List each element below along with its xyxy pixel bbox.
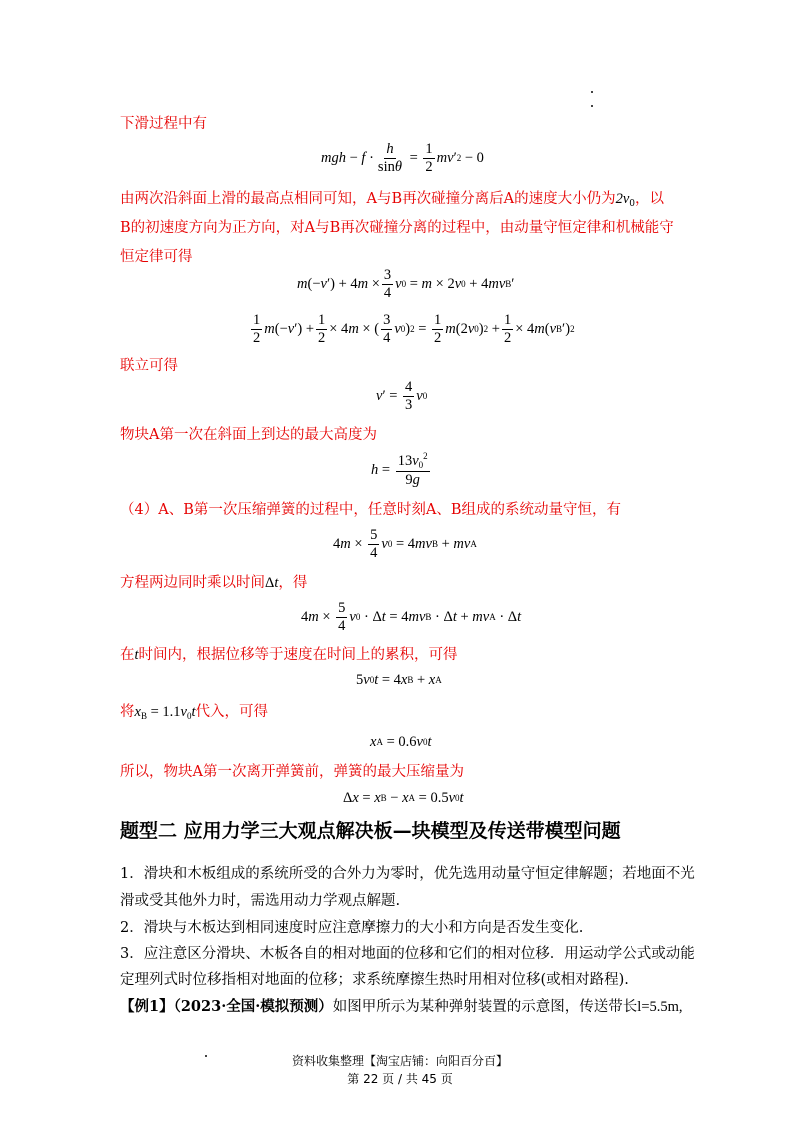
solution-text: B的初速度方向为正方向，对A与B再次碰撞分离的过程中，由动量守恒定律和机械能守 [120, 220, 674, 236]
solution-text: （4）A、B第一次压缩弹簧的过程中，任意时刻A、B组成的系统动量守恒，有 [120, 502, 621, 518]
equation-xa: x A = 0.6 v 0 t [370, 733, 432, 750]
corner-mark [591, 105, 593, 107]
solution-text: 恒定律可得 [120, 249, 193, 265]
page-number: 第 22 页 / 共 45 页 [347, 1072, 453, 1086]
section-heading: 题型二 应用力学三大观点解决板—块模型及传送带模型问题 [120, 820, 621, 842]
equation-height: h = $\frac{13v_0^2}{9g}$ [371, 451, 428, 488]
equation-momentum: m (− v ′) + 4 m × $\frac{3}{4}$ v 0 = m × 2 v 0 + 4 mv B ′ [297, 266, 515, 301]
solution-text: 下滑过程中有 [120, 116, 207, 132]
corner-mark [591, 91, 593, 93]
equation-momentum-dt: 4 m × $\frac{5}{4}$ v 0 · Δ t = 4 mv B · Δ t + mv A · Δ t [301, 599, 522, 634]
list-item: 3．应注意区分滑块、木板各自的相对地面的位移和它们的相对位移．用运动学公式或动能 [120, 946, 695, 962]
solution-text: 将$x_B = 1.1v_0t$代入，可得 [120, 704, 268, 721]
list-item: 滑或受其他外力时，需选用动力学观点解题. [120, 893, 401, 909]
example-label: 【例1】（2023·全国·模拟预测） [120, 998, 333, 1015]
list-item: 2．滑块与木板达到相同速度时应注意摩擦力的大小和方向是否发生变化. [120, 920, 584, 936]
solution-text: 联立可得 [120, 358, 178, 374]
solution-text: 在t时间内，根据位移等于速度在时间上的累积，可得 [120, 647, 458, 663]
equation-displacement: 5 v 0 t = 4 x B + x A [356, 671, 442, 688]
footer-source: 资料收集整理【淘宝店铺：向阳百分百】 [291, 1054, 508, 1068]
solution-text: 由两次沿斜面上滑的最高点相同可知，A与B再次碰撞分离后A的速度大小仍为$2v_0$，以 [120, 191, 665, 209]
solution-text: 所以，物块A第一次离开弹簧前，弹簧的最大压缩量为 [120, 764, 464, 780]
equation-compression: Δ x = x B − x A = 0.5 v 0 t [343, 789, 464, 806]
list-item: 1．滑块和木板组成的系统所受的合外力为零时，优先选用动量守恒定律解题；若地面不光 [120, 866, 695, 882]
equation-velocity: v ′ = $\frac{4}{3}$ v 0 [376, 378, 428, 413]
solution-text: 物块A第一次在斜面上到达的最大高度为 [120, 427, 377, 443]
equation-energy: mgh − f · $\frac{h}{\sin\theta}$ = $\frac{1}{2}$ mv ′ 2 − 0 [321, 140, 484, 175]
solution-text: 方程两边同时乘以时间Δt，得 [120, 575, 308, 591]
list-item: 定理列式时位移指相对地面的位移；求系统摩擦生热时用相对位移(或相对路程). [120, 972, 629, 988]
equation-system-momentum: 4 m × $\frac{5}{4}$ v 0 = 4 mv B + mv A [333, 526, 477, 561]
example-line: 【例1】（2023·全国·模拟预测）如图甲所示为某种弹射装置的示意图，传送带长l=5.5m, [120, 998, 683, 1015]
equation-energy-conservation: $\frac{1}{2}$ m (− v ′) + $\frac{1}{2}$ × 4 m × ( $\frac{3}{4}$ v 0 ) 2 = $\frac{1}{2}$ m (2 v 0 ) 2 + $\frac{1}{2}$ × 4 m ( v B ′) 2 [253, 311, 575, 346]
